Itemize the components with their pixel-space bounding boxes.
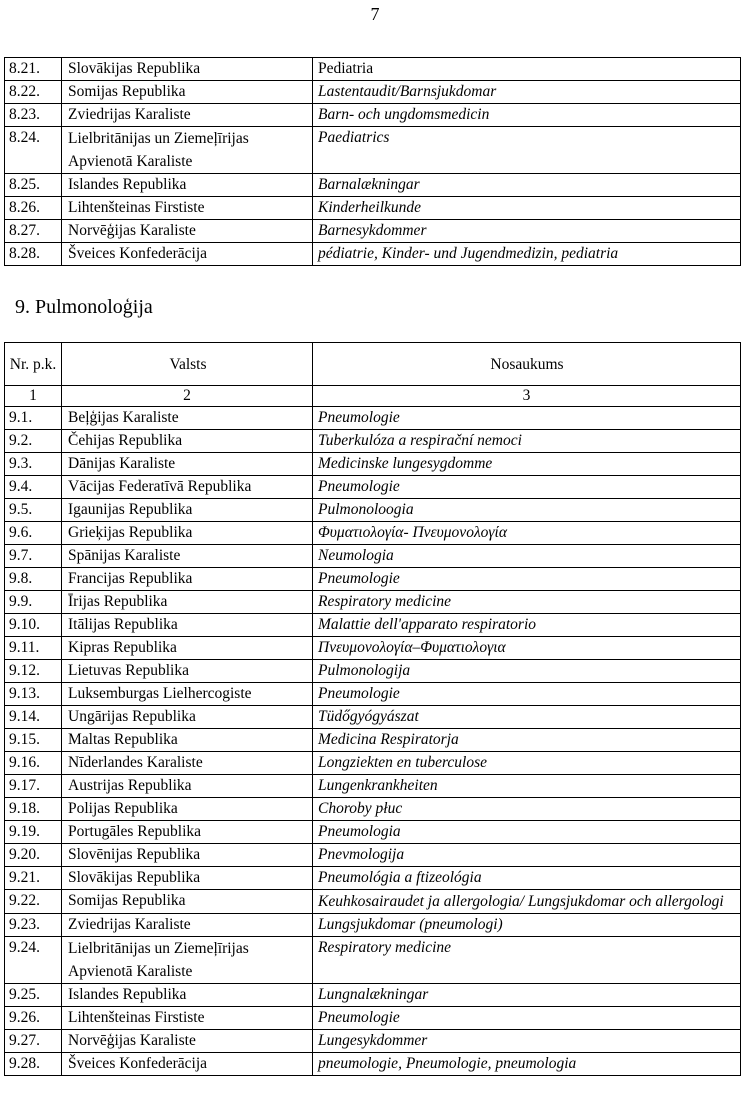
row-number: 9.3.	[5, 453, 62, 476]
table-row	[5, 752, 741, 775]
specialty-name-cell: Paediatrics	[313, 127, 741, 174]
row-number: 9.26.	[5, 1007, 62, 1030]
country-cell: Zviedrijas Karaliste	[62, 104, 313, 127]
table-row	[5, 775, 741, 798]
specialty-name-cell: Pneumologie	[313, 568, 741, 591]
table-row	[5, 545, 741, 568]
country-cell: Somijas Republika	[62, 81, 313, 104]
table-row	[5, 798, 741, 821]
table-row	[5, 127, 741, 174]
table-row	[5, 104, 741, 127]
country-cell: Lihtenšteinas Firstiste	[62, 1007, 313, 1030]
country-cell: Spānijas Karaliste	[62, 545, 313, 568]
country-cell: Lihtenšteinas Firstiste	[62, 197, 313, 220]
specialty-name-cell: Pneumologia	[313, 821, 741, 844]
table-row	[5, 81, 741, 104]
specialty-name-cell: Lastentaudit/Barnsjukdomar	[313, 81, 741, 104]
specialty-name-cell: Pneumologie	[313, 683, 741, 706]
country-cell: Norvēģijas Karaliste	[62, 1030, 313, 1053]
row-number: 9.1.	[5, 407, 62, 430]
row-number: 9.16.	[5, 752, 62, 775]
table-row	[5, 729, 741, 752]
specialty-name-cell: Pulmonologija	[313, 660, 741, 683]
country-cell: Somijas Republika	[62, 890, 313, 914]
row-number: 9.19.	[5, 821, 62, 844]
country-cell: Islandes Republika	[62, 174, 313, 197]
specialty-name-cell: Tuberkulóza a respirační nemoci	[313, 430, 741, 453]
country-cell: Šveices Konfederācija	[62, 243, 313, 266]
specialty-name-cell: Choroby płuc	[313, 798, 741, 821]
country-cell: Grieķijas Republika	[62, 522, 313, 545]
country-cell: Portugāles Republika	[62, 821, 313, 844]
specialty-name-cell: Pneumologie	[313, 1007, 741, 1030]
country-cell: Īrijas Republika	[62, 591, 313, 614]
country-cell: Šveices Konfederācija	[62, 1053, 313, 1076]
specialty-name-cell: Pneumológia a ftizeológia	[313, 867, 741, 890]
specialty-name-cell: Φυματιολογία- Πνευμονολογία	[313, 522, 741, 545]
table-row	[5, 499, 741, 522]
row-number: 9.20.	[5, 844, 62, 867]
country-cell: Lielbritānijas un Ziemeļīrijas Apvienotā Karaliste	[62, 127, 313, 174]
table-row	[5, 844, 741, 867]
page-number: 7	[370, 4, 380, 24]
row-number: 9.9.	[5, 591, 62, 614]
country-cell: Slovākijas Republika	[62, 58, 313, 81]
column-number-3: 3	[313, 386, 741, 407]
specialty-name-cell: Medicina Respiratorja	[313, 729, 741, 752]
row-number: 9.11.	[5, 637, 62, 660]
row-number: 8.27.	[5, 220, 62, 243]
specialty-name-cell: Pnevmologija	[313, 844, 741, 867]
specialty-name-cell: Pneumologie	[313, 407, 741, 430]
specialty-name-cell: Pediatria	[313, 58, 741, 81]
specialty-name-cell: Longziekten en tuberculose	[313, 752, 741, 775]
table-row	[5, 430, 741, 453]
row-number: 9.25.	[5, 984, 62, 1007]
row-number: 8.28.	[5, 243, 62, 266]
country-cell: Nīderlandes Karaliste	[62, 752, 313, 775]
table-row	[5, 821, 741, 844]
table-row	[5, 522, 741, 545]
table-row	[5, 660, 741, 683]
row-number: 9.27.	[5, 1030, 62, 1053]
row-number: 9.2.	[5, 430, 62, 453]
specialty-name-cell: Respiratory medicine	[313, 937, 741, 984]
table-row	[5, 614, 741, 637]
section-heading: 9. Pulmonoloģija	[15, 296, 153, 318]
specialty-name-cell: pneumologie, Pneumologie, pneumologia	[313, 1053, 741, 1076]
specialty-name-cell: Barn- och ungdomsmedicin	[313, 104, 741, 127]
row-number: 9.18.	[5, 798, 62, 821]
specialty-name-cell: Lungsjukdomar (pneumologi)	[313, 914, 741, 937]
column-number-2: 2	[62, 386, 313, 407]
specialty-name-cell: Pneumologie	[313, 476, 741, 499]
country-cell: Kipras Republika	[62, 637, 313, 660]
table-row	[5, 984, 741, 1007]
specialty-name-cell: Πνευμονολογία–Φυματιολογια	[313, 637, 741, 660]
country-cell: Norvēģijas Karaliste	[62, 220, 313, 243]
country-cell: Islandes Republika	[62, 984, 313, 1007]
row-number: 8.26.	[5, 197, 62, 220]
row-number: 9.13.	[5, 683, 62, 706]
row-number: 8.22.	[5, 81, 62, 104]
country-cell: Maltas Republika	[62, 729, 313, 752]
header-nr: Nr. p.k.	[5, 343, 62, 386]
row-number: 9.24.	[5, 937, 62, 984]
header-country: Valsts	[62, 343, 313, 386]
country-cell: Zviedrijas Karaliste	[62, 914, 313, 937]
table-row	[5, 1053, 741, 1076]
country-cell: Slovēnijas Republika	[62, 844, 313, 867]
row-number: 9.21.	[5, 867, 62, 890]
table-row	[5, 407, 741, 430]
row-number: 9.14.	[5, 706, 62, 729]
country-cell: Itālijas Republika	[62, 614, 313, 637]
table-row	[5, 1007, 741, 1030]
country-cell: Vācijas Federatīvā Republika	[62, 476, 313, 499]
specialty-name-cell: Tüdőgyógyászat	[313, 706, 741, 729]
table-row	[5, 683, 741, 706]
row-number: 8.24.	[5, 127, 62, 174]
table-row	[5, 937, 741, 984]
table-row	[5, 706, 741, 729]
row-number: 9.6.	[5, 522, 62, 545]
table-row	[5, 568, 741, 591]
country-cell: Austrijas Republika	[62, 775, 313, 798]
table-row	[5, 243, 741, 266]
country-cell: Polijas Republika	[62, 798, 313, 821]
table-row	[5, 1030, 741, 1053]
country-cell: Igaunijas Republika	[62, 499, 313, 522]
row-number: 9.7.	[5, 545, 62, 568]
table-row	[5, 914, 741, 937]
country-cell: Dānijas Karaliste	[62, 453, 313, 476]
row-number: 9.8.	[5, 568, 62, 591]
specialty-name-cell: Kinderheilkunde	[313, 197, 741, 220]
country-cell: Francijas Republika	[62, 568, 313, 591]
row-number: 8.23.	[5, 104, 62, 127]
specialty-name-cell: Barnalækningar	[313, 174, 741, 197]
row-number: 8.25.	[5, 174, 62, 197]
column-number-row	[5, 386, 741, 407]
column-number-1: 1	[5, 386, 62, 407]
table-row	[5, 476, 741, 499]
row-number: 9.15.	[5, 729, 62, 752]
table-row	[5, 197, 741, 220]
table-row	[5, 453, 741, 476]
table-row	[5, 174, 741, 197]
country-cell: Čehijas Republika	[62, 430, 313, 453]
specialty-name-cell: Lungnalækningar	[313, 984, 741, 1007]
row-number: 9.28.	[5, 1053, 62, 1076]
specialty-name-cell: Lungenkrankheiten	[313, 775, 741, 798]
pulmonology-table	[4, 342, 741, 1076]
specialty-name-cell: Respiratory medicine	[313, 591, 741, 614]
row-number: 9.12.	[5, 660, 62, 683]
row-number: 9.5.	[5, 499, 62, 522]
row-number: 9.23.	[5, 914, 62, 937]
country-cell: Lielbritānijas un Ziemeļīrijas Apvienotā Karaliste	[62, 937, 313, 984]
specialty-name-cell: Malattie dell'apparato respiratorio	[313, 614, 741, 637]
country-cell: Ungārijas Republika	[62, 706, 313, 729]
row-number: 9.10.	[5, 614, 62, 637]
specialty-name-cell: Neumologia	[313, 545, 741, 568]
table-row	[5, 890, 741, 914]
country-cell: Beļģijas Karaliste	[62, 407, 313, 430]
row-number: 9.22.	[5, 890, 62, 914]
header-name: Nosaukums	[313, 343, 741, 386]
row-number: 9.4.	[5, 476, 62, 499]
country-cell: Luksemburgas Lielhercogiste	[62, 683, 313, 706]
table-row	[5, 637, 741, 660]
row-number: 9.17.	[5, 775, 62, 798]
table-row	[5, 591, 741, 614]
specialty-name-cell: Barnesykdommer	[313, 220, 741, 243]
specialty-name-cell: Lungesykdommer	[313, 1030, 741, 1053]
pediatrics-table	[4, 57, 741, 266]
specialty-name-cell: pédiatrie, Kinder- und Jugendmedizin, pediatria	[313, 243, 741, 266]
row-number: 8.21.	[5, 58, 62, 81]
specialty-name-cell: Pulmonoloogia	[313, 499, 741, 522]
specialty-name-cell: Medicinske lungesygdomme	[313, 453, 741, 476]
country-cell: Lietuvas Republika	[62, 660, 313, 683]
table-header-row	[5, 343, 741, 386]
table-row	[5, 220, 741, 243]
specialty-name-cell: Keuhkosairaudet ja allergologia/ Lungsjukdomar och allergologi	[313, 890, 741, 914]
table-row	[5, 867, 741, 890]
table-row	[5, 58, 741, 81]
country-cell: Slovākijas Republika	[62, 867, 313, 890]
